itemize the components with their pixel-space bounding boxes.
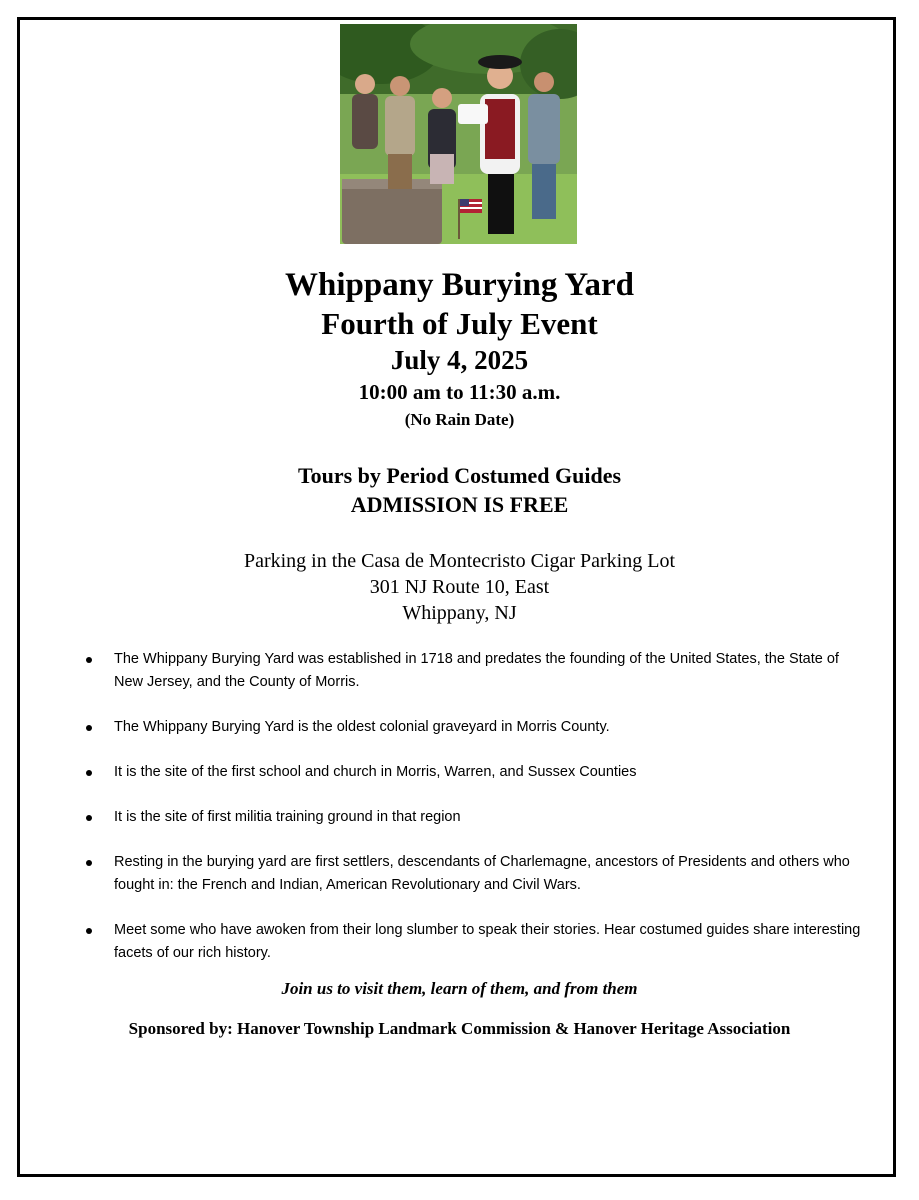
costumed-guide-photo — [340, 24, 577, 244]
invitation-tagline: Join us to visit them, learn of them, and from them — [281, 979, 638, 998]
bullet-icon — [86, 860, 92, 866]
parking-location: Parking in the Casa de Montecristo Cigar Parking Lot — [243, 550, 676, 572]
list-item — [86, 648, 866, 694]
fact-text: Meet some who have awoken from their long slumber to speak their stories. Hear costumed guides share interesting facets of our rich history. — [114, 922, 861, 961]
fact-text: Resting in the burying yard are first settlers, descendants of Charlemagne, ancestors of Presidents and others who fought in: the French and Indian, American Revolutionary and Civil Wars. — [114, 854, 850, 893]
admission-note: ADMISSION IS FREE — [350, 492, 569, 517]
list-item — [86, 919, 866, 965]
bullet-icon — [86, 725, 92, 731]
parking-address: 301 NJ Route 10, East — [369, 576, 550, 598]
bullet-icon — [86, 928, 92, 934]
event-date: July 4, 2025 — [390, 345, 529, 375]
fact-text: It is the site of first militia training ground in that region — [114, 809, 461, 825]
event-time: 10:00 am to 11:30 a.m. — [358, 380, 561, 404]
sponsor-line: Sponsored by: Hanover Township Landmark Commission & Hanover Heritage Association — [128, 1019, 791, 1038]
bullet-icon — [86, 815, 92, 821]
list-item — [86, 806, 866, 829]
list-item — [86, 716, 866, 739]
list-item — [86, 761, 866, 784]
bullet-icon — [86, 657, 92, 663]
bullet-icon — [86, 770, 92, 776]
fact-text: The Whippany Burying Yard was established in 1718 and predates the founding of the United States, the State of New Jersey, and the County of Morris. — [114, 651, 839, 690]
parking-town: Whippany, NJ — [402, 602, 517, 624]
event-photo — [340, 24, 577, 244]
rain-date-note: (No Rain Date) — [404, 410, 515, 429]
fact-text: The Whippany Burying Yard is the oldest colonial graveyard in Morris County. — [114, 719, 610, 735]
list-item — [86, 851, 866, 897]
event-subtitle: Fourth of July Event — [321, 306, 598, 341]
tours-note: Tours by Period Costumed Guides — [297, 463, 622, 488]
fact-text: It is the site of the first school and church in Morris, Warren, and Sussex Counties — [114, 764, 637, 780]
facts-list — [86, 648, 866, 987]
event-title: Whippany Burying Yard — [284, 267, 635, 303]
